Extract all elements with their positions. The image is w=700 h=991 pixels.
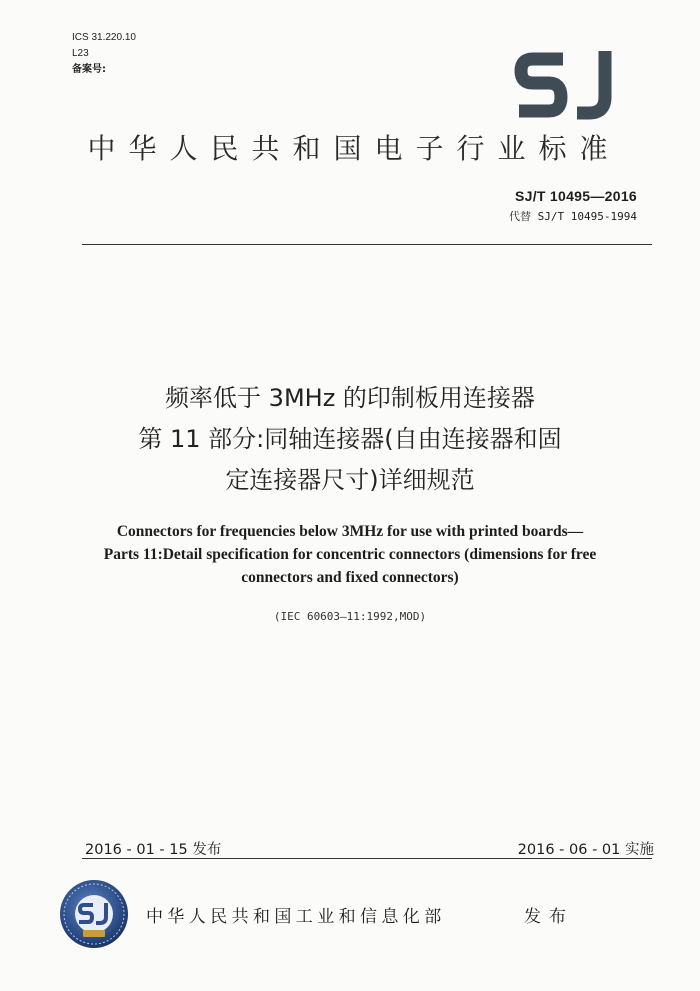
title-chinese-line-1: 频率低于 3MHz 的印制板用连接器 xyxy=(165,384,535,412)
title-chinese xyxy=(0,378,700,501)
title-english-line-2: Parts 11:Detail specification for concentric connectors (dimensions for free xyxy=(103,546,597,563)
replaces-standard: 代替 SJ/T 10495-1994 xyxy=(509,210,637,223)
standard-category-heading: 中华人民共和国电子行业标准 xyxy=(87,132,621,165)
title-english-line-1: Connectors for frequencies below 3MHz for use with printed boards— xyxy=(116,523,584,540)
footer-divider xyxy=(82,858,652,859)
publisher-name: 中华人民共和国工业和信息化部 xyxy=(146,907,446,927)
sj-logo-icon xyxy=(513,45,623,125)
title-chinese-line-2: 第 11 部分:同轴连接器(自由连接器和固 xyxy=(138,425,562,453)
title-english-line-3: connectors and fixed connectors) xyxy=(241,569,459,586)
publish-label: 发布 xyxy=(524,907,574,927)
iec-reference: (IEC 60603—11:1992,MOD) xyxy=(273,610,427,623)
header-divider xyxy=(82,244,652,245)
standards-seal-icon xyxy=(58,878,130,950)
standard-number: SJ/T 10495—2016 xyxy=(514,188,637,204)
title-chinese-line-3: 定连接器尺寸)详细规范 xyxy=(225,466,475,494)
issue-date: 2016 - 01 - 15 发布 xyxy=(85,842,222,858)
record-number-label: 备案号: xyxy=(72,64,106,75)
ics-code: ICS 31.220.10 xyxy=(72,32,136,43)
ccs-code: L23 xyxy=(72,48,89,59)
title-english xyxy=(60,520,640,589)
implementation-date: 2016 - 06 - 01 实施 xyxy=(517,842,654,858)
